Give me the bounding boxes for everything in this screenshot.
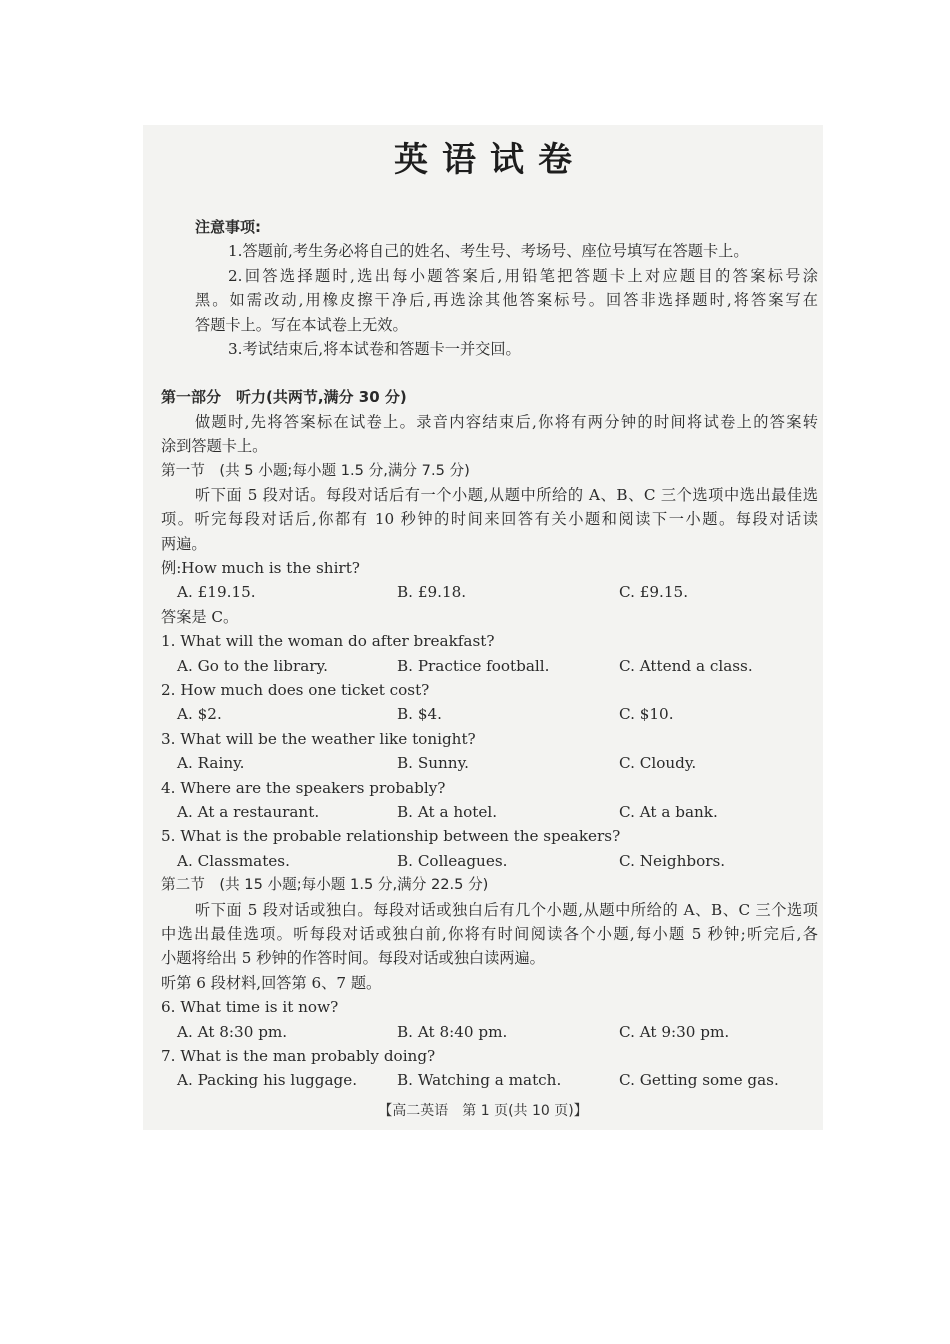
example-answer: 答案是 C。 <box>161 607 239 626</box>
notes-list <box>195 239 818 361</box>
option-c: C. Attend a class. <box>619 656 753 675</box>
question-options <box>161 1068 818 1092</box>
section1-questions <box>161 629 818 873</box>
instruction-line: 中选出最佳选项。听每段对话或独白前,你将有时间阅读各个小题,每小题 5 秒钟;听完后,各 <box>161 924 818 943</box>
option-a: A. At 8:30 pm. <box>177 1022 288 1041</box>
instruction-line: 小题将给出 5 秒钟的作答时间。每段对话或独白读两遍。 <box>161 949 545 968</box>
page-footer: 【高二英语 第 1 页(共 10 页)】 <box>378 1103 588 1119</box>
notes-heading: 注意事项: <box>195 218 261 236</box>
material-note: 听第 6 段材料,回答第 6、7 题。 <box>161 973 382 992</box>
question-text: 6. What time is it now? <box>161 998 339 1017</box>
question-text: 5. What is the probable relationship between the speakers? <box>161 827 621 846</box>
instruction-line: 项。听完每段对话后,你都有 10 秒钟的时间来回答有关小题和阅读下一小题。每段对话读 <box>161 510 818 529</box>
exam-body <box>161 215 818 1093</box>
option-a: A. $2. <box>177 705 222 724</box>
section2-heading: 第二节 (共 15 小题;每小题 1.5 分,满分 22.5 分) <box>161 876 489 894</box>
exam-title: 英语试卷 <box>394 140 586 180</box>
option-a: A. At a restaurant. <box>177 802 320 821</box>
question-text: 4. Where are the speakers probably? <box>161 778 446 797</box>
option-c: C. At a bank. <box>619 802 718 821</box>
option-b: B. Sunny. <box>397 754 469 773</box>
note-line: 答题卡上。写在本试卷上无效。 <box>195 315 408 334</box>
option-b: B. Practice football. <box>397 656 550 675</box>
question-text: 3. What will be the weather like tonight? <box>161 729 476 748</box>
instruction-line: 两遍。 <box>161 534 207 553</box>
example-question: 例:How much is the shirt? <box>161 559 360 578</box>
instruction-line: 涂到答题卡上。 <box>161 437 268 456</box>
note-line: 2.回答选择题时,选出每小题答案后,用铅笔把答题卡上对应题目的答案标号涂 <box>228 266 818 285</box>
section2-questions <box>161 995 818 1093</box>
question-options <box>161 654 818 678</box>
option-c: C. Cloudy. <box>619 754 697 773</box>
question-options <box>161 800 818 824</box>
instruction-line: 听下面 5 段对话。每段对话后有一个小题,从题中所给的 A、B、C 三个选项中选出最佳选 <box>195 485 818 504</box>
option-a: A. Rainy. <box>177 754 245 773</box>
instruction-line: 听下面 5 段对话或独白。每段对话或独白后有几个小题,从题中所给的 A、B、C 三个选项 <box>195 900 818 919</box>
option-b: B. Watching a match. <box>397 1071 562 1090</box>
section1-heading: 第一节 (共 5 小题;每小题 1.5 分,满分 7.5 分) <box>161 461 470 479</box>
option-b: B. Colleagues. <box>397 851 508 870</box>
option-a: A. £19.15. <box>177 583 256 602</box>
question-options <box>161 849 818 873</box>
example-options <box>161 580 818 604</box>
question-text: 1. What will the woman do after breakfast? <box>161 632 495 651</box>
option-b: B. At a hotel. <box>397 802 498 821</box>
note-line: 3.考试结束后,将本试卷和答题卡一并交回。 <box>228 339 521 358</box>
question-text: 2. How much does one ticket cost? <box>161 681 430 700</box>
question-options <box>161 1020 818 1044</box>
question-options <box>161 751 818 775</box>
note-line: 1.答题前,考生务必将自己的姓名、考生号、考场号、座位号填写在答题卡上。 <box>228 242 749 261</box>
option-c: C. Neighbors. <box>619 851 726 870</box>
option-b: B. £9.18. <box>397 583 467 602</box>
instruction-line: 做题时,先将答案标在试卷上。录音内容结束后,你将有两分钟的时间将试卷上的答案转 <box>195 412 818 431</box>
option-b: B. $4. <box>397 705 442 724</box>
option-c: C. $10. <box>619 705 674 724</box>
option-b: B. At 8:40 pm. <box>397 1022 508 1041</box>
option-a: A. Packing his luggage. <box>177 1071 358 1090</box>
note-line: 黑。如需改动,用橡皮擦干净后,再选涂其他答案标号。回答非选择题时,将答案写在 <box>195 291 818 310</box>
option-c: C. At 9:30 pm. <box>619 1022 730 1041</box>
option-a: A. Go to the library. <box>177 656 328 675</box>
option-c: C. £9.15. <box>619 583 689 602</box>
part1-heading: 第一部分 听力(共两节,满分 30 分) <box>161 388 407 407</box>
option-c: C. Getting some gas. <box>619 1071 779 1090</box>
question-text: 7. What is the man probably doing? <box>161 1046 436 1065</box>
question-options <box>161 702 818 726</box>
option-a: A. Classmates. <box>177 851 290 870</box>
